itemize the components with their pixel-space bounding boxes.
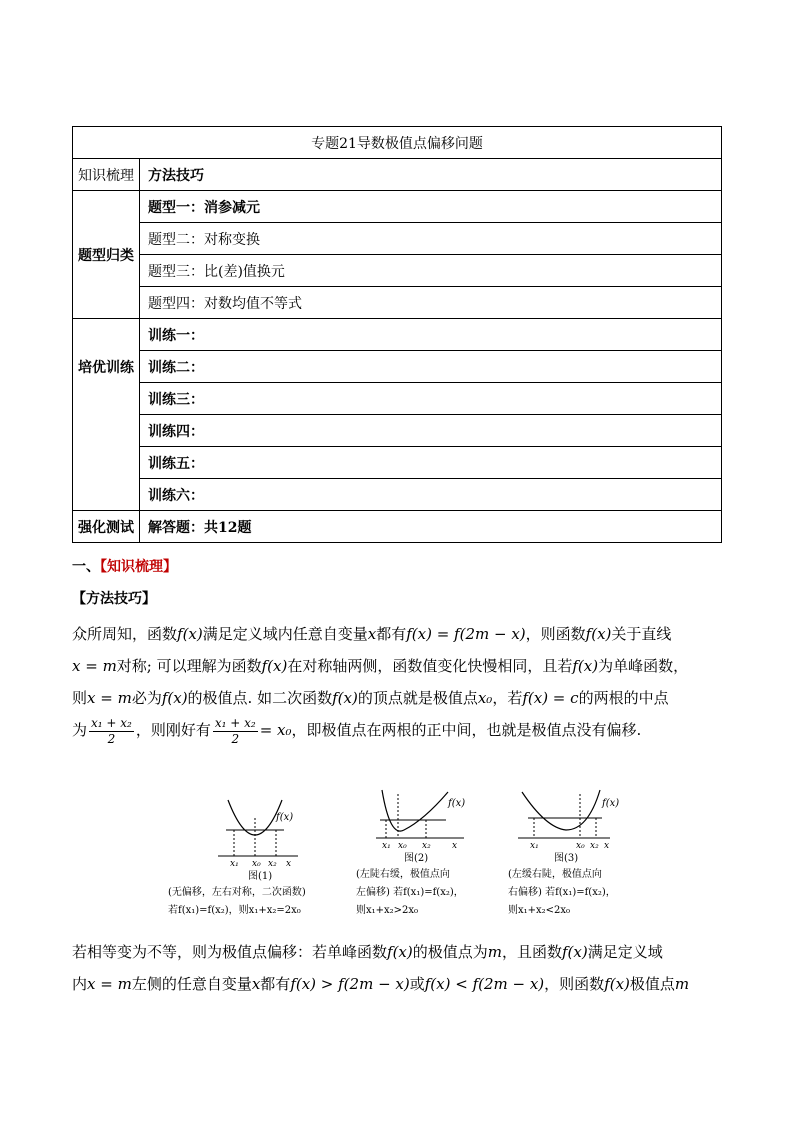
paragraph-intro: 众所周知，函数f(x)满足定义域内任意自变量x都有f(x) = f(2m − x)，则函数f(x)关于直线 x = m对称; 可以理解为函数f(x)在对称轴两侧，函数值变化快慢相同，且若f(x)为单峰函数， 则x = m必为f(x)的极值点. 如二次函数f(x)的顶点就是极值点x₀，若f(x) = c的两根的中点 为 $\frac{\text{x₁ + x₂}}{2}$ ，则刚好有 $\frac{\text{x₁ + x₂}}{2}$ = x₀，即极值点在两根的正中间，也就是极值点没有偏移. <box>72 625 689 746</box>
figure-3-caption-2: 右偏移) 若f(x₁)=f(x₂)， <box>508 887 616 898</box>
row-item-train-5: 训练五： <box>140 447 722 479</box>
figure-3-caption-3: 则x₁+x₂<2x₀ <box>508 905 571 916</box>
row-item-train-6: 训练六： <box>140 479 722 511</box>
figure-3-curve-label: f(x) <box>602 798 620 809</box>
row-item-train-2: 训练二： <box>140 351 722 383</box>
figure-1-caption-2: 若f(x₁)=f(x₂)，则x₁+x₂=2x₀ <box>168 905 301 916</box>
row-item-test: 解答题：共12题 <box>140 511 722 543</box>
row-item-train-3: 训练三： <box>140 383 722 415</box>
row-item-type-4: 题型四：对数均值不等式 <box>140 287 722 319</box>
figure-3-caption-1: (左缓右陡，极值点向 <box>508 869 602 880</box>
row-label-test: 强化测试 <box>73 511 140 543</box>
figure-1-label: 图(1) <box>248 871 273 882</box>
svg-text:x₀: x₀ <box>398 841 407 851</box>
svg-text:x₂: x₂ <box>268 859 277 869</box>
figure-2-graph <box>374 788 474 852</box>
svg-text:x: x <box>452 841 458 851</box>
row-item-method: 方法技巧 <box>140 159 722 191</box>
figure-3-graph <box>516 788 620 852</box>
fraction-equal: $\frac{\text{x₁ + x₂}}{2}$ <box>214 715 256 746</box>
figure-2-caption-3: 则x₁+x₂>2x₀ <box>356 905 419 916</box>
row-item-type-3: 题型三：比(差)值换元 <box>140 255 722 287</box>
fraction-midpoint: $\frac{\text{x₁ + x₂}}{2}$ <box>91 715 132 746</box>
figure-2-label: 图(2) <box>404 853 429 864</box>
row-item-type-2: 题型二：对称变换 <box>140 223 722 255</box>
section-heading: 一、【知识梳理】 <box>72 559 177 575</box>
row-item-train-1: 训练一： <box>140 319 722 351</box>
svg-text:x₀: x₀ <box>576 841 585 851</box>
row-item-type-1: 题型一：消参减元 <box>140 191 722 223</box>
figure-2-caption-2: 左偏移) 若f(x₁)=f(x₂)， <box>356 887 464 898</box>
svg-text:x₀: x₀ <box>252 859 261 869</box>
outline-table <box>72 126 722 543</box>
svg-text:x₁: x₁ <box>382 841 391 851</box>
figure-3-label: 图(3) <box>554 853 579 864</box>
table-title: 专题21导数极值点偏移问题 <box>73 127 722 159</box>
row-label-types: 题型归类 <box>73 191 140 319</box>
svg-text:x₁: x₁ <box>230 859 239 869</box>
row-label-training: 培优训练 <box>73 319 140 511</box>
svg-text:x: x <box>286 859 292 869</box>
row-item-train-4: 训练四： <box>140 415 722 447</box>
figure-1-caption-1: (无偏移，左右对称，二次函数) <box>168 887 306 898</box>
svg-text:x₂: x₂ <box>422 841 431 851</box>
paragraph-offset: 若相等变为不等，则为极值点偏移：若单峰函数f(x)的极值点为m，且函数f(x)满足定义域 内x = m左侧的任意自变量x都有f(x) > f(2m − x)或f(x) < f(2m − x)，则函数f(x)极值点m <box>72 943 690 993</box>
subsection-heading: 【方法技巧】 <box>72 591 156 607</box>
svg-text:x₁: x₁ <box>530 841 539 851</box>
figure-1-curve-label: f(x) <box>276 812 294 823</box>
row-label-knowledge: 知识梳理 <box>73 159 140 191</box>
figure-2-caption-1: (左陡右缓，极值点向 <box>356 869 450 880</box>
figure-1-graph <box>214 798 304 869</box>
svg-text:x₂: x₂ <box>590 841 599 851</box>
svg-text:x: x <box>604 841 610 851</box>
figure-2-curve-label: f(x) <box>448 798 466 809</box>
